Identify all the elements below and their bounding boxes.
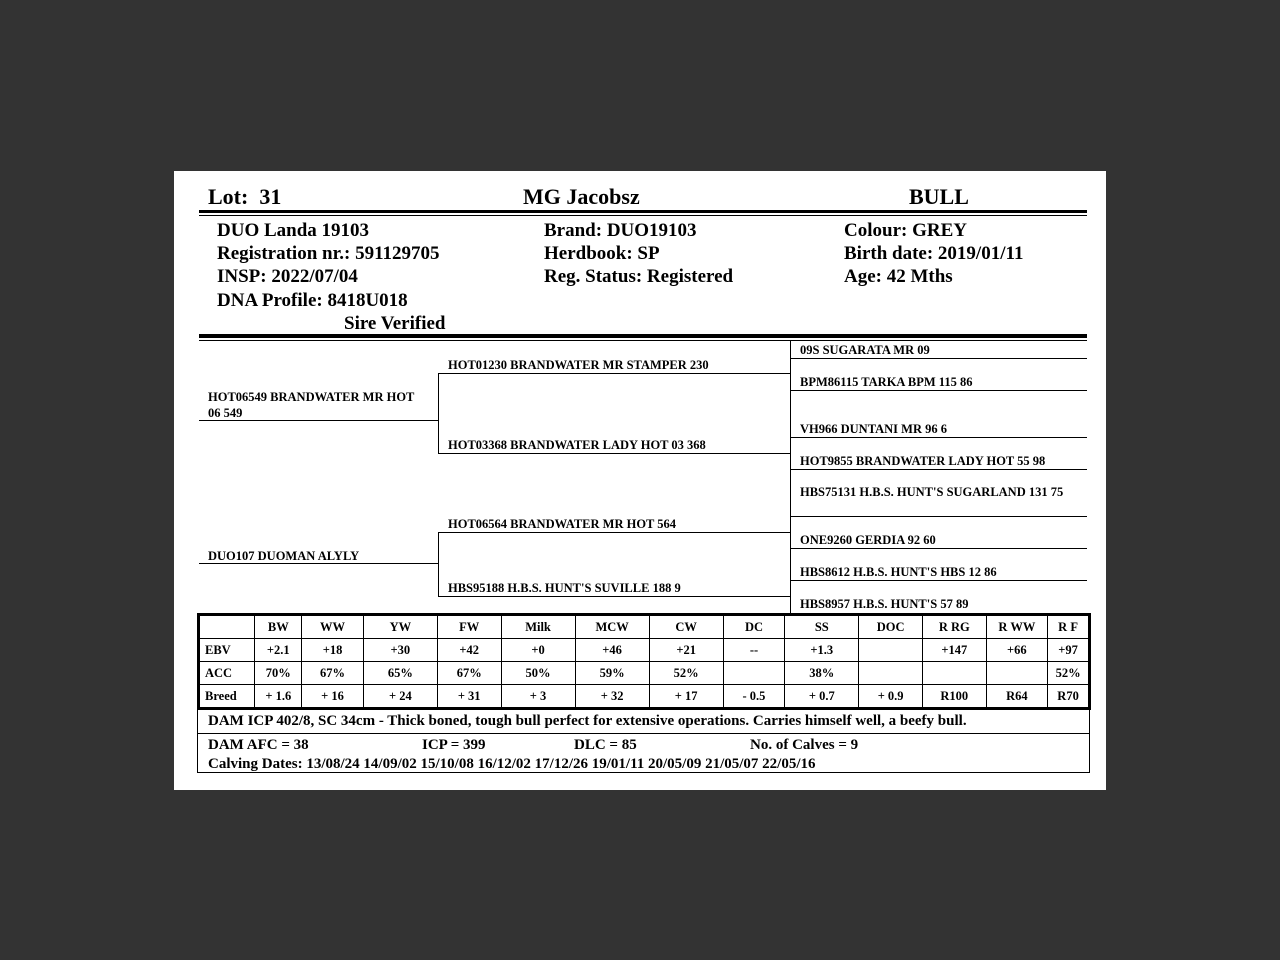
ebv-cell: +18 <box>302 639 364 662</box>
breed-cell: + 0.9 <box>859 685 923 709</box>
comment-box <box>197 709 1090 773</box>
breed-cell: + 17 <box>649 685 723 709</box>
pedigree-sire-sire: HOT01230 BRANDWATER MR STAMPER 230 <box>448 358 709 372</box>
acc-cell: 38% <box>785 662 859 685</box>
ebv-cell: +30 <box>363 639 437 662</box>
pedigree-line <box>438 373 791 374</box>
pedigree-line <box>790 437 1087 438</box>
ebv-cell: +97 <box>1048 639 1090 662</box>
ebv-header-cell: CW <box>649 615 723 639</box>
ebv-row <box>199 639 1090 662</box>
ebv-cell <box>859 639 923 662</box>
acc-cell <box>922 662 986 685</box>
pedigree-ggp-4: HOT9855 BRANDWATER LADY HOT 55 98 <box>800 454 1046 468</box>
pedigree-line <box>199 563 439 564</box>
header-divider <box>199 210 1087 213</box>
ebv-cell: +21 <box>649 639 723 662</box>
pedigree-line <box>790 516 1087 517</box>
ebv-cell: +2.1 <box>255 639 302 662</box>
registration-number: Registration nr.: 591129705 <box>217 243 440 264</box>
ebv-table <box>197 613 1091 710</box>
pedigree-line <box>790 390 1087 391</box>
breed-row <box>199 685 1090 709</box>
pedigree-ggp-3: VH966 DUNTANI MR 96 6 <box>800 422 947 436</box>
acc-cell: 52% <box>1048 662 1090 685</box>
inspection-date: INSP: 2022/07/04 <box>217 266 358 287</box>
sire-verified: Sire Verified <box>344 313 446 334</box>
ebv-cell: +1.3 <box>785 639 859 662</box>
birth-date: Birth date: 2019/01/11 <box>844 243 1024 264</box>
acc-cell: 59% <box>575 662 649 685</box>
breed-cell: + 16 <box>302 685 364 709</box>
pedigree-ggp-6: ONE9260 GERDIA 92 60 <box>800 533 936 547</box>
comment-divider <box>198 733 1089 734</box>
acc-cell: 50% <box>501 662 575 685</box>
pedigree-sire-dam: HOT03368 BRANDWATER LADY HOT 03 368 <box>448 438 706 452</box>
breed-cell: + 0.7 <box>785 685 859 709</box>
pedigree-dam: DUO107 DUOMAN ALYLY <box>208 549 360 563</box>
acc-cell <box>859 662 923 685</box>
ebv-header-cell: DOC <box>859 615 923 639</box>
ebv-header-cell: DC <box>723 615 785 639</box>
ebv-header-row <box>199 615 1090 639</box>
lot-number: Lot: 31 <box>208 184 282 209</box>
brand: Brand: DUO19103 <box>544 220 697 241</box>
pedigree-connector <box>438 373 439 453</box>
pedigree-line <box>790 580 1087 581</box>
ebv-header-cell: R F <box>1048 615 1090 639</box>
seller-name: MG Jacobsz <box>523 184 640 209</box>
ebv-header-cell: R RG <box>922 615 986 639</box>
breed-cell: + 31 <box>437 685 501 709</box>
pedigree-dam-dam: HBS95188 H.B.S. HUNT'S SUVILLE 188 9 <box>448 581 681 595</box>
acc-cell: 67% <box>302 662 364 685</box>
acc-cell: 65% <box>363 662 437 685</box>
dna-profile: DNA Profile: 8418U018 <box>217 290 408 311</box>
breed-cell: + 1.6 <box>255 685 302 709</box>
registration-status: Reg. Status: Registered <box>544 266 734 287</box>
calving-dates: Calving Dates: 13/08/24 14/09/02 15/10/08 16/12/02 17/12/26 19/01/11 20/05/09 21/05/07 22/05/16 <box>208 756 816 772</box>
breed-row-label: Breed <box>199 685 255 709</box>
pedigree-ggp-5: HBS75131 H.B.S. HUNT'S SUGARLAND 131 75 <box>800 485 1064 499</box>
pedigree-line <box>438 532 791 533</box>
pedigree-line <box>438 453 791 454</box>
ebv-header-cell: WW <box>302 615 364 639</box>
dam-calves: No. of Calves = 9 <box>750 737 859 753</box>
pedigree-connector <box>790 341 791 613</box>
pedigree-line <box>790 548 1087 549</box>
animal-type: BULL <box>909 184 969 209</box>
header-divider-thin <box>199 215 1087 216</box>
ebv-header-cell: R WW <box>986 615 1048 639</box>
ebv-header-cell: BW <box>255 615 302 639</box>
pedigree-line <box>790 358 1087 359</box>
acc-row-label: ACC <box>199 662 255 685</box>
breed-cell: + 24 <box>363 685 437 709</box>
age: Age: 42 Mths <box>844 266 953 287</box>
acc-cell: 70% <box>255 662 302 685</box>
dam-icp: ICP = 399 <box>422 737 486 753</box>
pedigree-ggp-1: 09S SUGARATA MR 09 <box>800 343 930 357</box>
ebv-header-cell: FW <box>437 615 501 639</box>
herdbook: Herdbook: SP <box>544 243 660 264</box>
ebv-cell: +66 <box>986 639 1048 662</box>
colour: Colour: GREY <box>844 220 967 241</box>
ebv-cell: +42 <box>437 639 501 662</box>
dam-dlc: DLC = 85 <box>574 737 637 753</box>
ebv-header-cell: SS <box>785 615 859 639</box>
ebv-cell: +46 <box>575 639 649 662</box>
ebv-header-cell: MCW <box>575 615 649 639</box>
ebv-row-label: EBV <box>199 639 255 662</box>
breed-cell: + 3 <box>501 685 575 709</box>
pedigree-line <box>790 469 1087 470</box>
animal-name: DUO Landa 19103 <box>217 220 370 241</box>
breed-cell: R100 <box>922 685 986 709</box>
pedigree-ggp-8: HBS8957 H.B.S. HUNT'S 57 89 <box>800 597 969 611</box>
info-divider-thin <box>199 340 1087 341</box>
pedigree-ggp-7: HBS8612 H.B.S. HUNT'S HBS 12 86 <box>800 565 997 579</box>
pedigree-ggp-2: BPM86115 TARKA BPM 115 86 <box>800 375 973 389</box>
pedigree-line <box>438 596 791 597</box>
pedigree-dam-sire: HOT06564 BRANDWATER MR HOT 564 <box>448 517 677 531</box>
breed-cell: + 32 <box>575 685 649 709</box>
acc-cell: 52% <box>649 662 723 685</box>
pedigree-connector <box>438 532 439 596</box>
ebv-cell: -- <box>723 639 785 662</box>
acc-cell <box>723 662 785 685</box>
pedigree-line <box>199 420 439 421</box>
breed-cell: - 0.5 <box>723 685 785 709</box>
ebv-cell: +0 <box>501 639 575 662</box>
breed-cell: R64 <box>986 685 1048 709</box>
info-divider <box>199 334 1087 338</box>
dam-comment: DAM ICP 402/8, SC 34cm - Thick boned, tough bull perfect for extensive operations. Carries himself well, a beefy bull. <box>208 713 967 729</box>
pedigree-sire: HOT06549 BRANDWATER MR HOT 06 549 <box>208 390 415 420</box>
acc-cell: 67% <box>437 662 501 685</box>
lot-card <box>174 171 1106 790</box>
ebv-cell: +147 <box>922 639 986 662</box>
acc-cell <box>986 662 1048 685</box>
dam-afc: DAM AFC = 38 <box>208 737 309 753</box>
breed-cell: R70 <box>1048 685 1090 709</box>
ebv-header-cell <box>199 615 255 639</box>
ebv-header-cell: YW <box>363 615 437 639</box>
ebv-header-cell: Milk <box>501 615 575 639</box>
acc-row <box>199 662 1090 685</box>
